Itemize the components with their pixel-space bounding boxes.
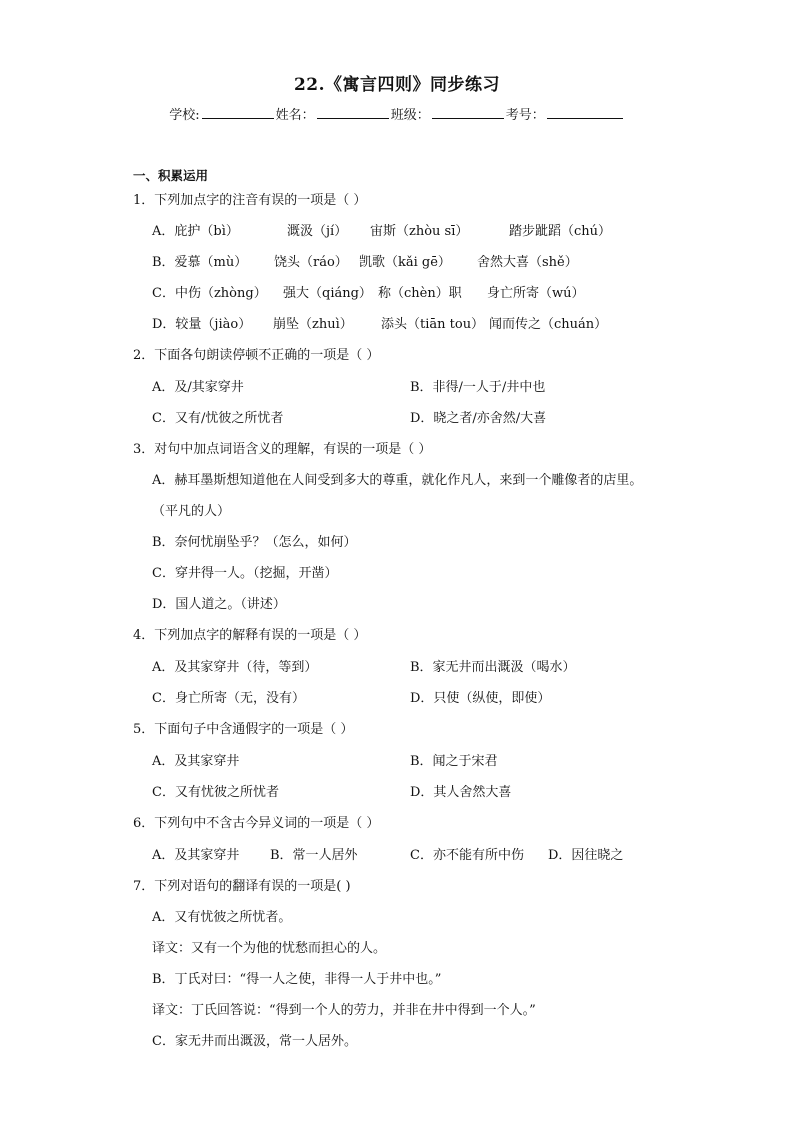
q1-row-b-4: 舍然大喜（shě） [477, 255, 578, 270]
q1-row-a-1: A．庇护（bì） [152, 224, 239, 239]
exam-number-blank [547, 106, 623, 119]
q7-option-b: B．丁氏对曰：“得一人之使，非得一人于井中也。” [152, 972, 442, 987]
q4-option-c: C．身亡所寄（无，没有） [152, 691, 305, 706]
q4-option-a: A．及其家穿井（待，等到） [152, 660, 318, 675]
q1-row-d-3: 添头（tiān tou） [381, 317, 485, 332]
question-2-stem: 2．下面各句朗读停顿不正确的一项是（ ） [133, 348, 380, 363]
q5-option-b: B．闻之于宋君 [410, 754, 498, 769]
q7-option-a-translation: 译文：又有一个为他的忧愁而担心的人。 [152, 941, 387, 956]
question-4-stem: 4．下列加点字的解释有误的一项是（ ） [133, 628, 367, 643]
student-info-line [0, 104, 794, 123]
q1-row-d-4: 闻而传之（chuán） [489, 317, 608, 332]
q1-row-d-1: D．较量（jiào） [152, 317, 252, 332]
q2-option-a: A．及/其家穿井 [152, 380, 244, 395]
q7-option-a: A．又有忧彼之所忧者。 [152, 910, 292, 925]
question-1-stem: 1．下列加点字的注音有误的一项是（ ） [133, 193, 367, 208]
class-blank [432, 106, 504, 119]
q3-option-d: D．国人道之。（讲述） [152, 597, 286, 612]
q2-option-b: B．非得/一人于/井中也 [410, 380, 546, 395]
q4-option-b: B．家无井而出溉汲（喝水） [410, 660, 576, 675]
q3-option-c: C．穿井得一人。（挖掘，开凿） [152, 566, 338, 581]
q1-row-c-3: 称（chèn）职 [378, 286, 462, 301]
school-label: 学校: [169, 108, 200, 123]
q6-option-d: D．因往晓之 [548, 848, 624, 863]
q1-row-c-2: 强大（qiáng） [283, 286, 372, 301]
exam-number-label: 考号： [505, 108, 545, 123]
name-label: 姓名： [275, 108, 315, 123]
q3-option-a-gloss: （平凡的人） [152, 504, 231, 519]
question-5-stem: 5．下面句子中含通假字的一项是（ ） [133, 722, 354, 737]
q4-option-d: D．只使（纵使，即使） [410, 691, 551, 706]
page-title: 22.《寓言四则》同步练习 [293, 75, 501, 95]
name-blank [317, 106, 389, 119]
section-heading: 一、积累运用 [133, 168, 209, 183]
q1-row-b-1: B．爱慕（mù） [152, 255, 248, 270]
q7-option-b-translation: 译文：丁氏回答说：“得到一个人的劳力，并非在井中得到一个人。” [152, 1003, 536, 1018]
q3-option-b: B．奈何忧崩坠乎？（怎么，如何） [152, 535, 357, 550]
q1-row-a-3: 宙斯（zhòu sī） [370, 224, 469, 239]
q6-option-b: B．常一人居外 [270, 848, 358, 863]
q1-row-c-4: 身亡所寄（wú） [487, 286, 585, 301]
q7-option-c: C．家无井而出溉汲，常一人居外。 [152, 1034, 357, 1049]
school-blank [202, 106, 274, 119]
question-3-stem: 3．对句中加点词语含义的理解，有误的一项是（ ） [133, 442, 432, 457]
q5-option-d: D．其人舍然大喜 [410, 785, 512, 800]
q1-row-a-2: 溉汲（jí） [287, 224, 348, 239]
q2-option-d: D．晓之者/亦舍然/大喜 [410, 411, 547, 426]
q5-option-c: C．又有忧彼之所忧者 [152, 785, 279, 800]
class-label: 班级： [390, 108, 430, 123]
q1-row-b-2: 饶头（ráo） [274, 255, 348, 270]
q1-row-c-1: C．中伤（zhòng） [152, 286, 267, 301]
q1-row-d-2: 崩坠（zhuì） [273, 317, 353, 332]
q6-option-a: A．及其家穿井 [152, 848, 240, 863]
q6-option-c: C．亦不能有所中伤 [410, 848, 524, 863]
q2-option-c: C．又有/忧彼之所忧者 [152, 411, 284, 426]
question-7-stem: 7．下列对语句的翻译有误的一项是( ) [133, 879, 351, 894]
q1-row-a-4: 踏步跐蹈（chú） [509, 224, 612, 239]
q3-option-a: A．赫耳墨斯想知道他在人间受到多大的尊重，就化作凡人，来到一个雕像者的店里。 [152, 473, 643, 488]
q1-row-b-3: 凯歌（kǎi gē） [359, 255, 451, 270]
question-6-stem: 6．下列句中不含古今异义词的一项是（ ） [133, 816, 380, 831]
q5-option-a: A．及其家穿井 [152, 754, 240, 769]
